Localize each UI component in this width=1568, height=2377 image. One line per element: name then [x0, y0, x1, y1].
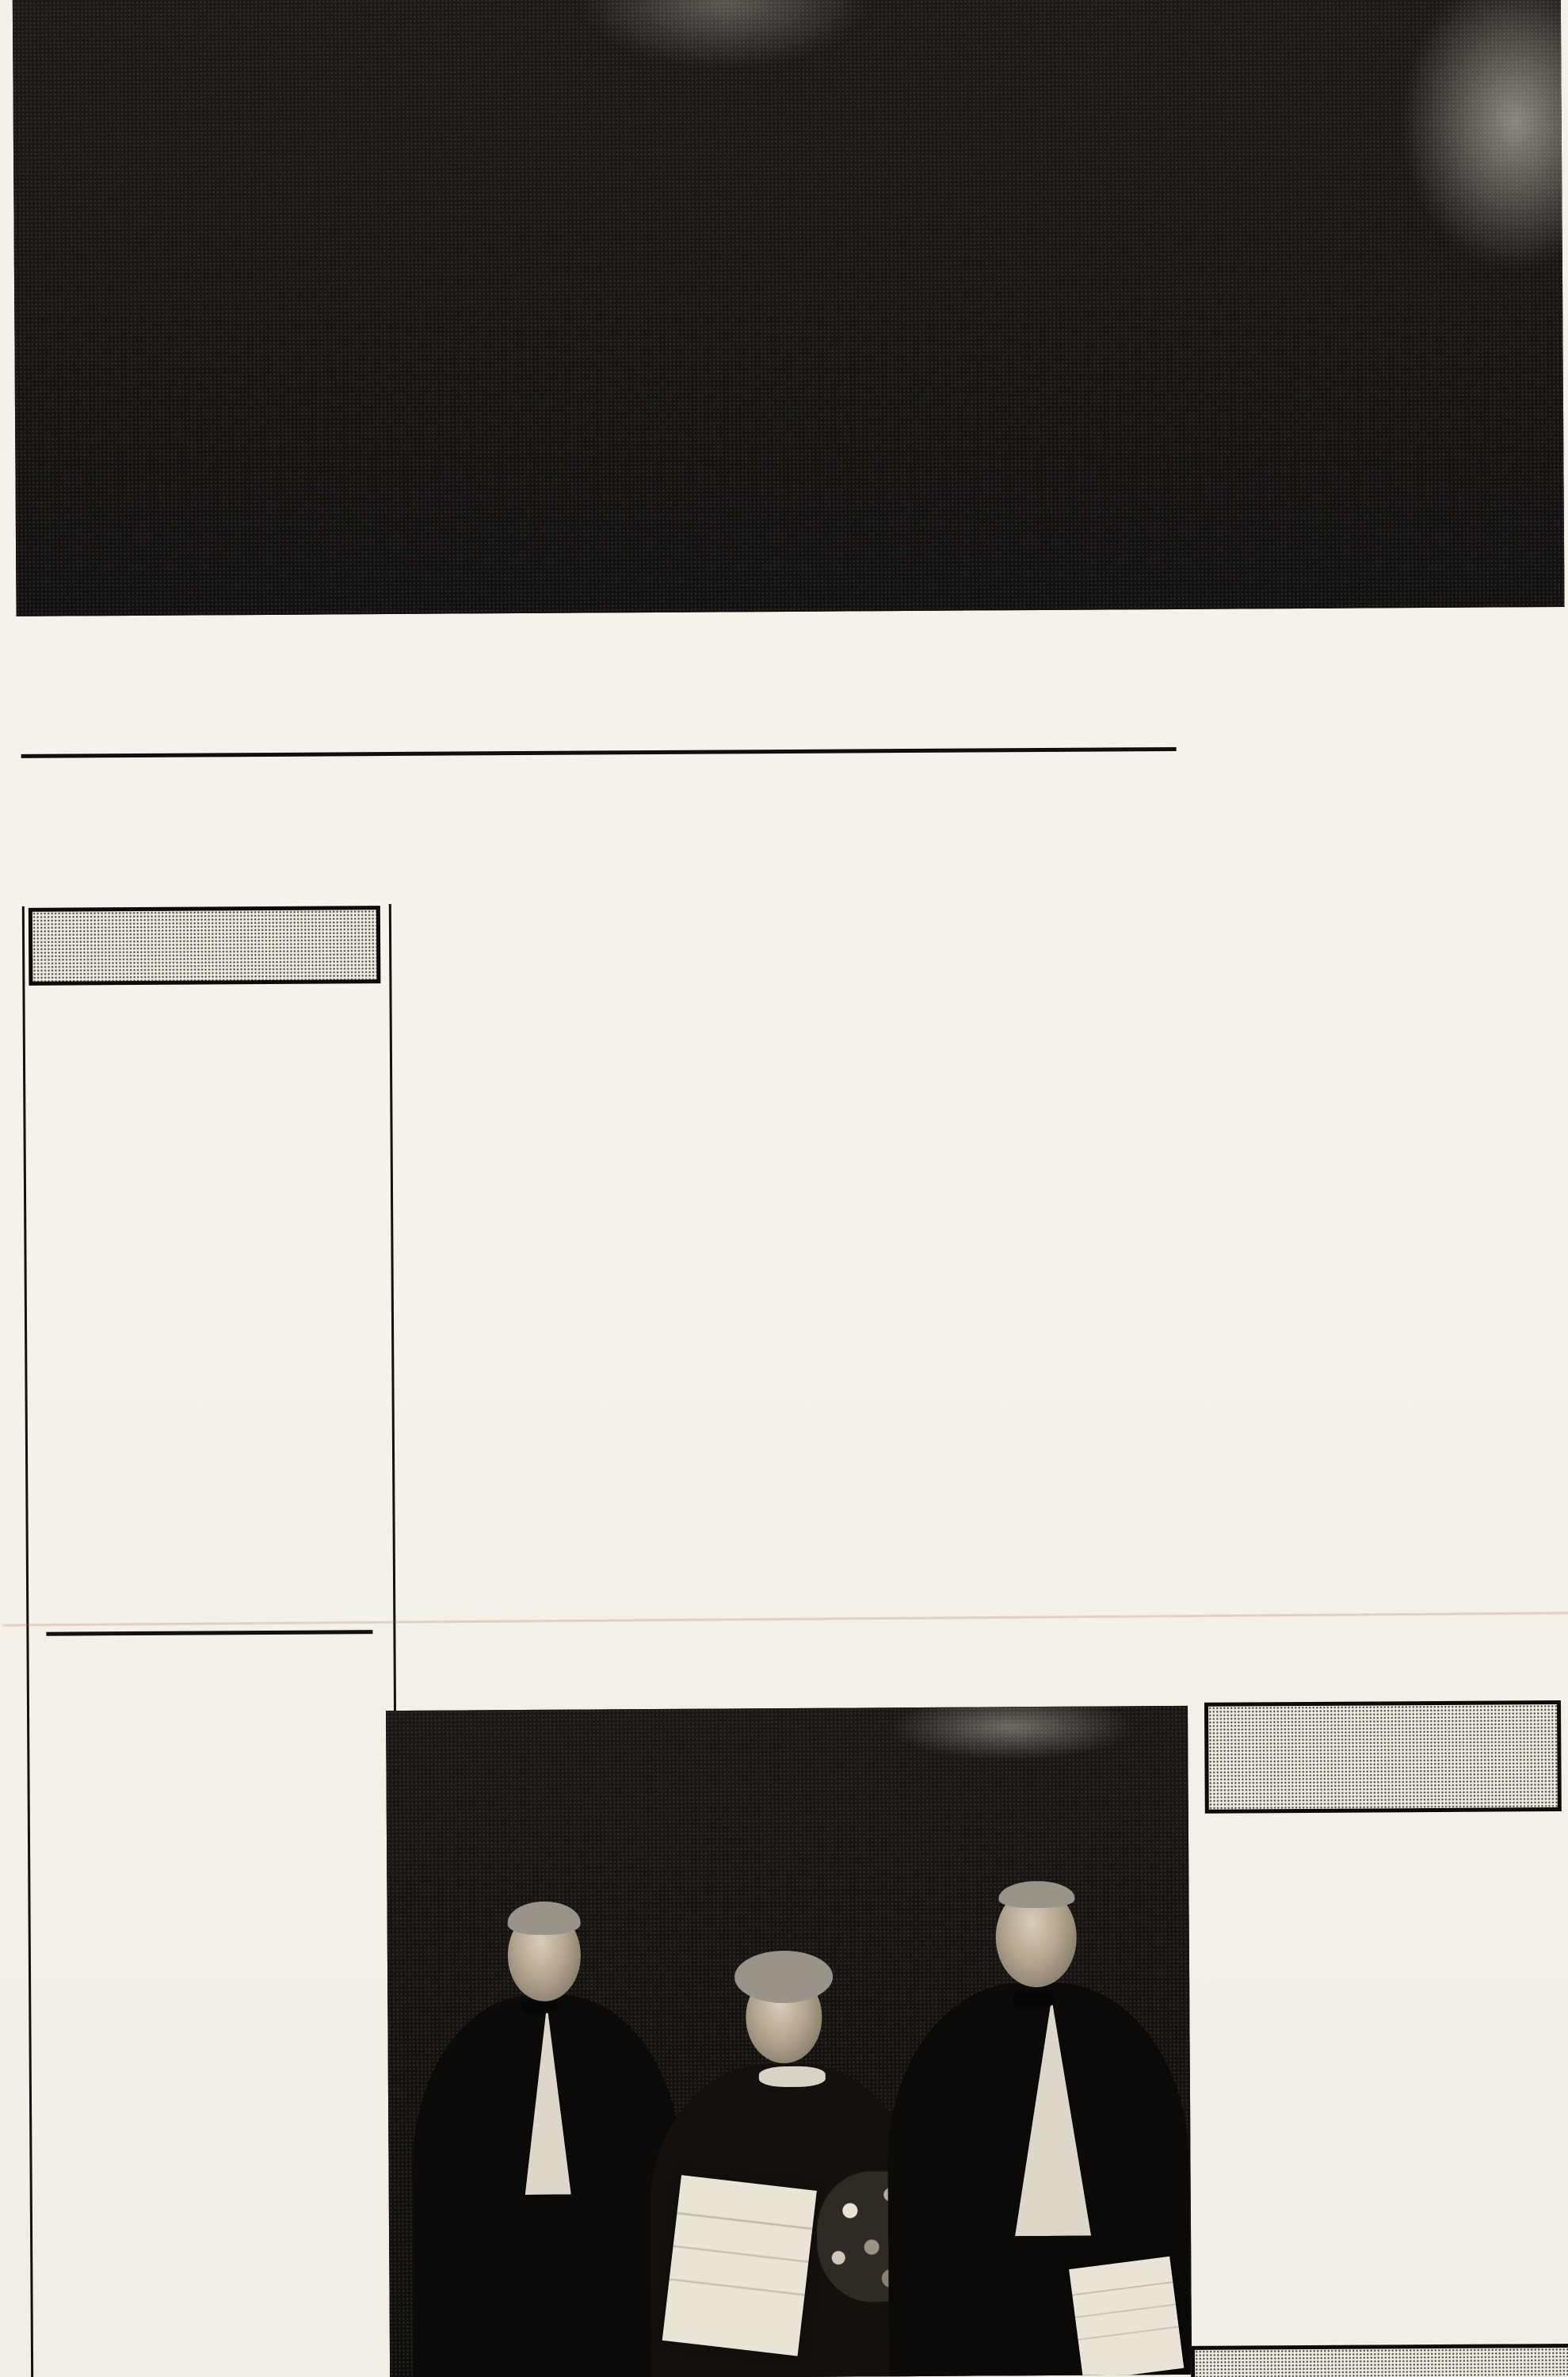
seesen-aktuell-box: [29, 906, 381, 986]
sidebar-divider-rule: [46, 1630, 372, 1636]
col3-paragraph-3: [1190, 900, 1553, 902]
program-paper: [1069, 2257, 1184, 2377]
man-right-hair: [998, 1881, 1074, 1909]
partial-box-bottom: [1191, 2344, 1568, 2377]
announcement-item-2: [1197, 1837, 1558, 1839]
certificate-paper: [662, 2175, 817, 2356]
award-photo-middle: [386, 1706, 1192, 2377]
article1-body: [41, 1096, 376, 1098]
article2-paragraph-1: [46, 1796, 380, 1799]
col2-paragraph-1: [808, 902, 1166, 905]
group-photo-top: [13, 0, 1565, 616]
col1-paragraph-2: [428, 905, 786, 907]
man-left-bowtie-icon: [521, 2000, 557, 2013]
kicker-line: [21, 706, 1185, 713]
col1-paragraph-3: [428, 905, 786, 907]
col3-paragraph-4: [1190, 900, 1553, 902]
announcements-list: [1197, 1832, 1558, 1839]
col2-paragraph-3: [808, 902, 1166, 905]
woman-center-hair: [734, 1951, 833, 2004]
announcement-item-3: [1197, 1837, 1558, 1839]
col3-paragraph-1: [1190, 900, 1553, 902]
seesen-aktuell-title: [64, 925, 71, 940]
article-column-3: [1190, 900, 1558, 1707]
kicker-underline-rule: [21, 747, 1177, 758]
article2-paragraph-2: [46, 1796, 380, 1799]
man-right-bowtie-icon: [1012, 1992, 1055, 2007]
man-left-hair: [507, 1902, 580, 1936]
woman-center-collar: [759, 2066, 826, 2088]
article-column-2: [808, 902, 1171, 1709]
col3-paragraph-2: [1190, 900, 1553, 902]
article-column-1: [428, 905, 791, 1711]
col1-paragraph-1: [428, 905, 786, 907]
announcement-item-1: [1197, 1832, 1558, 1834]
seesen-box: [1204, 1700, 1562, 1814]
col2-paragraph-2: [808, 902, 1166, 905]
article2-body: [46, 1796, 380, 1799]
sidebar-column: [22, 904, 400, 2377]
article1-paragraph: [41, 1096, 376, 1098]
